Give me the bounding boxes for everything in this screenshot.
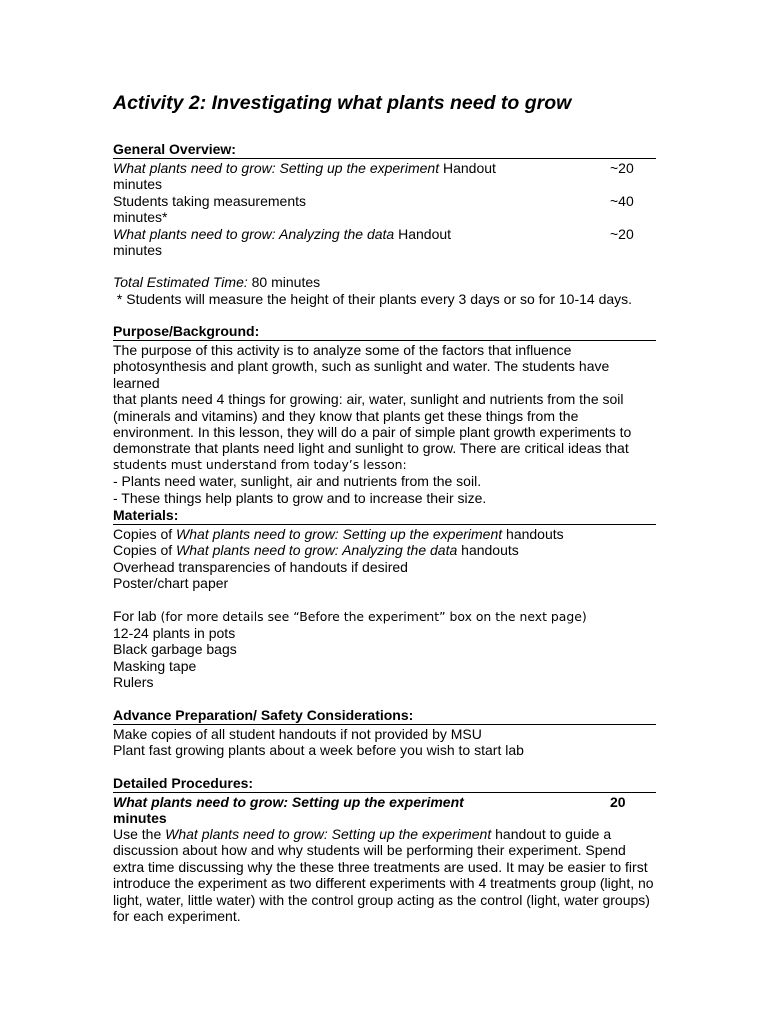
paragraph-line: light, water, little water) with the control group acting as the control (light, water groups) xyxy=(113,891,650,908)
section-general-overview xyxy=(113,141,656,307)
section-heading: General Overview: xyxy=(113,141,236,157)
procedure-unit: minutes xyxy=(113,810,167,826)
page-title: Activity 2: Investigating what plants need to grow xyxy=(113,92,572,114)
section-purpose xyxy=(113,323,656,506)
paragraph-line: (minerals and vitamins) and they know that plants get these things from the xyxy=(113,407,579,424)
line-text: handout to guide a xyxy=(491,826,612,842)
section-rule xyxy=(113,158,656,159)
section-advance-preparation xyxy=(113,707,656,759)
item-text: Copies of xyxy=(113,542,177,559)
section-detailed-procedures xyxy=(113,775,656,924)
handout-title: What plants need to grow: Setting up the experiment xyxy=(113,160,440,176)
section-rule xyxy=(113,724,656,725)
handout-title: What plants need to grow: Setting up the experiment xyxy=(176,526,503,542)
prep-item: Make copies of all student handouts if not provided by MSU xyxy=(113,726,482,742)
paragraph-line: environment. In this lesson, they will do a pair of simple plant growth experiments to xyxy=(113,424,632,441)
material-item xyxy=(113,526,656,542)
row-unit: minutes xyxy=(113,176,163,193)
paragraph-line: for each experiment. xyxy=(113,908,241,925)
lab-item: Black garbage bags xyxy=(113,641,237,658)
overview-row xyxy=(113,160,656,176)
section-heading: Detailed Procedures: xyxy=(113,775,254,791)
bullet-item: - These things help plants to grow and to increase their size. xyxy=(113,489,487,506)
row-text: Handout xyxy=(394,225,452,242)
section-heading: Purpose/Background: xyxy=(113,323,260,339)
total-label: Total Estimated Time: xyxy=(113,274,248,291)
item-text: handouts xyxy=(502,526,564,542)
section-rule xyxy=(113,524,656,525)
section-rule xyxy=(113,792,656,793)
procedure-subheading xyxy=(113,794,656,810)
row-time: ~20 xyxy=(610,160,634,176)
lab-heading xyxy=(113,608,656,625)
paragraph-line: discussion about how and why students will be performing their experiment. Spend xyxy=(113,842,626,859)
procedure-time: 20 xyxy=(610,794,626,810)
handout-title: What plants need to grow: Analyzing the data xyxy=(176,542,458,559)
paragraph-line: The purpose of this activity is to analyze some of the factors that influence xyxy=(113,342,572,358)
handout-title: What plants need to grow: Setting up the experiment xyxy=(165,826,492,842)
row-text: Handout xyxy=(439,160,496,176)
lab-label: For lab xyxy=(113,607,157,624)
paragraph-line: students must understand from today’s lesson: xyxy=(113,456,407,472)
overview-row xyxy=(113,193,656,209)
section-heading: Materials: xyxy=(113,507,179,523)
paragraph-line: introduce the experiment as two different experiments with 4 treatments group (light, no xyxy=(113,875,654,892)
row-unit: minutes* xyxy=(113,209,168,226)
handout-title: What plants need to grow: Analyzing the data xyxy=(113,225,395,242)
paragraph-line: photosynthesis and plant growth, such as sunlight and water. The students have learned xyxy=(113,358,610,391)
paragraph-line: that plants need 4 things for growing: air, water, sunlight and nutrients from the soil xyxy=(113,391,624,408)
lab-item: 12-24 plants in pots xyxy=(113,625,236,642)
line-text: Use the xyxy=(113,826,166,842)
paragraph-line: demonstrate that plants need light and sunlight to grow. There are critical ideas that xyxy=(113,440,629,457)
paragraph-line xyxy=(113,826,656,842)
material-item: Overhead transparencies of handouts if desired xyxy=(113,558,408,575)
material-item xyxy=(113,542,656,558)
footnote: * Students will measure the height of their plants every 3 days or so for 10-14 days. xyxy=(113,290,633,307)
material-item: Poster/chart paper xyxy=(113,575,229,592)
section-heading: Advance Preparation/ Safety Considerations: xyxy=(113,707,414,723)
overview-row xyxy=(113,226,656,242)
item-text: Copies of xyxy=(113,526,177,542)
lab-item: Masking tape xyxy=(113,657,197,674)
paragraph-line: extra time discussing why the these three treatments are used. It may be easier to first xyxy=(113,858,648,875)
lab-note: (for more details see “Before the experiment” box on the next page) xyxy=(156,608,587,624)
row-time: ~40 xyxy=(610,192,634,209)
lab-item: Rulers xyxy=(113,674,154,691)
procedure-title: What plants need to grow: Setting up the experiment xyxy=(113,794,464,810)
row-unit: minutes xyxy=(113,242,163,259)
bullet-item: - Plants need water, sunlight, air and nutrients from the soil. xyxy=(113,473,482,490)
item-text: handouts xyxy=(457,542,519,559)
total-time xyxy=(113,274,656,290)
total-value: 80 minutes xyxy=(247,274,321,291)
section-materials xyxy=(113,507,656,691)
section-rule xyxy=(113,340,656,341)
prep-item: Plant fast growing plants about a week before you wish to start lab xyxy=(113,742,524,759)
row-text: Students taking measurements xyxy=(113,192,306,209)
row-time: ~20 xyxy=(610,225,634,242)
